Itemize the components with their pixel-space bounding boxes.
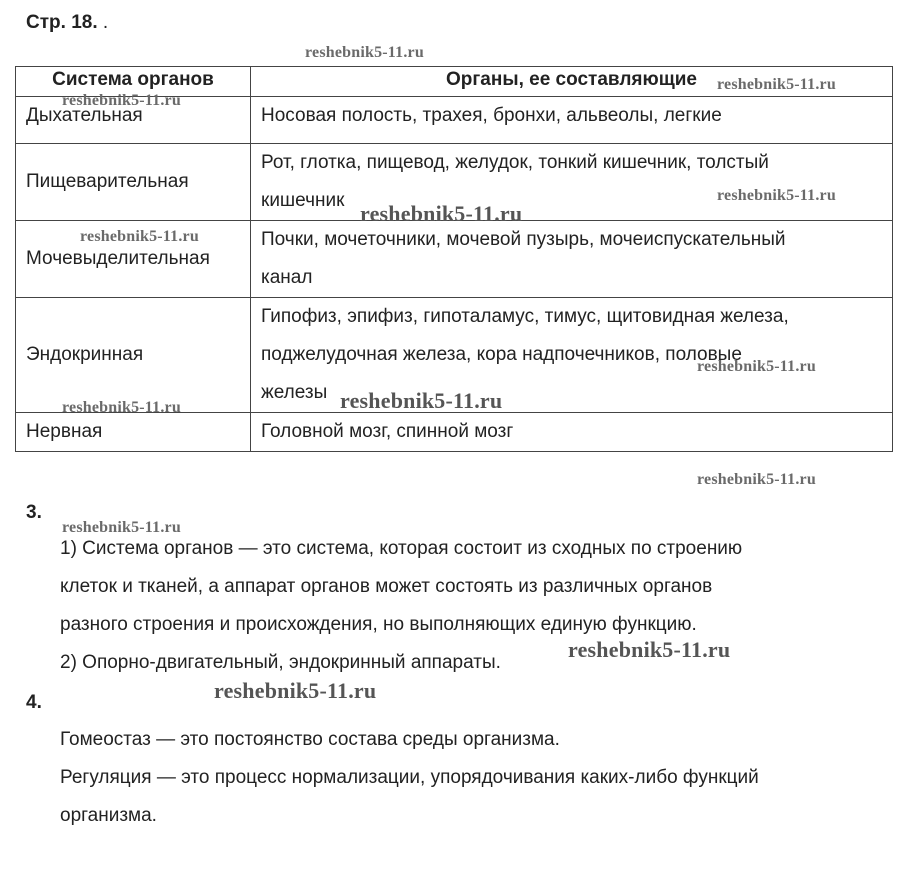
task-4-text	[60, 721, 759, 835]
watermark: reshebnik5-11.ru	[717, 187, 836, 204]
task-3-line: 1) Система органов — это система, которая состоит из сходных по строению	[60, 538, 743, 559]
task-4-number: 4.	[26, 692, 42, 713]
watermark: reshebnik5-11.ru	[360, 201, 523, 226]
header-system: Система органов	[16, 67, 251, 97]
system-cell: Нервная	[16, 413, 251, 452]
watermark: reshebnik5-11.ru	[214, 678, 377, 703]
watermark: reshebnik5-11.ru	[305, 44, 424, 61]
task-4-line: Регуляция — это процесс нормализации, упорядочивания каких-либо функций	[60, 767, 759, 788]
page-title: Стр. 18. .	[26, 12, 109, 33]
organs-cell: Головной мозг, спинной мозг	[251, 413, 893, 452]
watermark: reshebnik5-11.ru	[62, 92, 181, 109]
watermark: reshebnik5-11.ru	[717, 76, 836, 93]
organs-cell: Почки, мочеточники, мочевой пузырь, мочеиспускательный канал	[251, 221, 893, 298]
system-cell: Дыхательная	[16, 97, 251, 144]
task-4-line: Гомеостаз — это постоянство состава среды организма.	[60, 729, 560, 750]
task-3-line: разного строения и происхождения, но выполняющих единую функцию.	[60, 614, 697, 635]
task-3-line: клеток и тканей, а аппарат органов может состоять из различных органов	[60, 576, 713, 597]
watermark: reshebnik5-11.ru	[80, 228, 199, 245]
organs-cell: Рот, глотка, пищевод, желудок, тонкий кишечник, толстый кишечник	[251, 144, 893, 221]
task-3-number: 3.	[26, 502, 42, 523]
watermark: reshebnik5-11.ru	[62, 519, 181, 536]
watermark: reshebnik5-11.ru	[340, 388, 503, 413]
watermark: reshebnik5-11.ru	[697, 471, 816, 488]
watermark: reshebnik5-11.ru	[697, 358, 816, 375]
watermark: reshebnik5-11.ru	[62, 399, 181, 416]
organs-cell: Носовая полость, трахея, бронхи, альвеолы, легкие	[251, 97, 893, 144]
system-cell: Эндокринная	[16, 298, 251, 413]
organs-cell: Гипофиз, эпифиз, гипоталамус, тимус, щитовидная железа, поджелудочная железа, кора надпочечников, половые железы	[251, 298, 893, 413]
task-4-line: организма.	[60, 805, 157, 826]
system-cell: Пищеварительная	[16, 144, 251, 221]
system-cell: Мочевыделительная	[16, 221, 251, 298]
watermark: reshebnik5-11.ru	[568, 637, 731, 662]
table-row	[16, 413, 893, 452]
header-organs: Органы, ее составляющие	[251, 67, 893, 97]
task-3-line: 2) Опорно-двигательный, эндокринный аппараты.	[60, 652, 501, 673]
